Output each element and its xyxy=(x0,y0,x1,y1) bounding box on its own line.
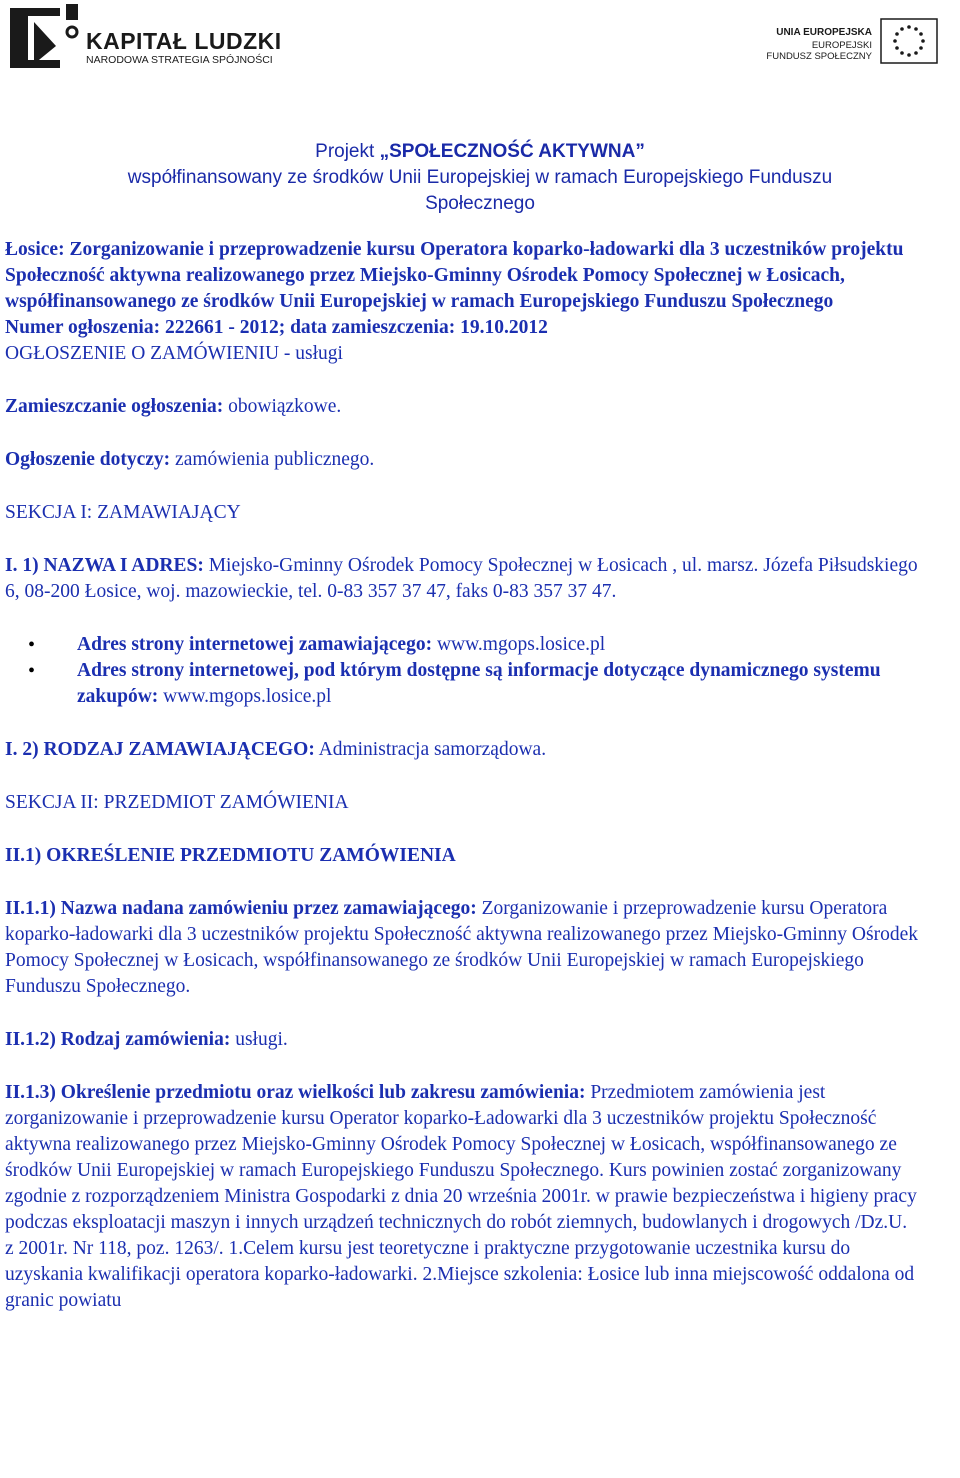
item3-row xyxy=(5,1080,920,1314)
section1-type-row xyxy=(5,737,920,763)
section1-name-label: I. 1) NAZWA I ADRES: xyxy=(5,555,204,576)
section1-type-value: Administracja samorządowa. xyxy=(314,739,547,760)
item1-value: Zorganizowanie i przeprowadzenie kursu Operatora koparko-ładowarki dla 3 uczestników projektu Społeczność aktywna realizowanego przez Miejsko-Gminny Ośrodek Pomocy Społecznej w Łosicach, współfinansowanego ze środków Unii Europejskiej w ramach Europejskiego Funduszu Społecznego. xyxy=(5,898,918,997)
project-name: „SPOŁECZNOŚĆ AKTYWNA” xyxy=(379,141,645,162)
list-item xyxy=(77,658,920,710)
section2-subheading: II.1) OKREŚLENIE PRZEDMIOTU ZAMÓWIENIA xyxy=(5,845,456,866)
ue-logo-line3: FUNDUSZ SPOŁECZNY xyxy=(766,51,872,62)
eu-flag-icon xyxy=(880,18,938,64)
concerns-label: Ogłoszenie dotyczy: xyxy=(5,449,171,470)
ue-logo-line1: UNIA EUROPEJSKA xyxy=(776,27,872,38)
concerns-value: zamówienia publicznego. xyxy=(170,449,375,470)
announcement-body xyxy=(5,237,920,1314)
dps-website-link[interactable]: www.mgops.losice.pl xyxy=(158,686,332,707)
project-prefix: Projekt xyxy=(315,141,380,162)
ue-logo-line2: EUROPEJSKI xyxy=(811,40,872,51)
item2-row xyxy=(5,1027,920,1053)
posting-value: obowiązkowe. xyxy=(223,396,342,417)
website-label: Adres strony internetowej zamawiającego: xyxy=(77,634,433,655)
concerns-row xyxy=(5,447,920,473)
project-header xyxy=(0,139,960,217)
page-header xyxy=(0,0,960,90)
posting-row xyxy=(5,394,920,420)
item3-value: Przedmiotem zamówienia jest zorganizowanie i przeprowadzenie kursu Operator koparko-Ładowarki dla 3 uczestników projektu Społeczność aktywna realizowanego przez Miejsko-Gminny Ośrodek Pomocy Społecznej w Łosicach, współfinansowanego ze środków Unii Europejskiej w ramach Europejskiego Funduszu Społecznego. Kurs powinien zostać zorganizowany zgodnie z rozporządzeniem Ministra Gospodarki z dnia 20 września 2001r. w prawie bezpieczeństwa i higieny pracy podczas eksploatacji maszyn i innych urządzeń technicznych do robót ziemnych, budowlanych i drogowych /Dz.U. z 2001r. Nr 118, poz. 1263/. 1.Celem kursu jest teoretyczne i praktyczne przygotowanie uczestnika kursu do uzyskania kwalifikacji operatora koparko-ładowarki. 2.Miejsce szkolenia: Łosice lub inna miejscowość oddalona od granic powiatu xyxy=(5,1082,917,1311)
announcement-number: Numer ogłoszenia: 222661 - 2012; data zamieszczenia: 19.10.2012 xyxy=(5,317,548,338)
section2-heading: SEKCJA II: PRZEDMIOT ZAMÓWIENIA xyxy=(5,792,349,813)
item1-label: II.1.1) Nazwa nadana zamówieniu przez zamawiającego: xyxy=(5,898,477,919)
dps-website-label: Adres strony internetowej, pod którym dostępne są informacje dotyczące dynamicznego systemu zakupów: xyxy=(77,660,881,707)
kapital-ludzki-title: KAPITAŁ LUDZKI xyxy=(86,28,282,54)
section1-name-row xyxy=(5,553,920,605)
item3-label: II.1.3) Określenie przedmiotu oraz wielkości lub zakresu zamówienia: xyxy=(5,1082,586,1103)
kapital-ludzki-subtitle: NARODOWA STRATEGIA SPÓJNOŚCI xyxy=(86,54,273,66)
item2-label: II.1.2) Rodzaj zamówienia: xyxy=(5,1029,231,1050)
announcement-type: OGŁOSZENIE O ZAMÓWIENIU - usługi xyxy=(5,343,343,364)
announcement-title: Łosice: Zorganizowanie i przeprowadzenie kursu Operatora koparko-ładowarki dla 3 uczestników projektu Społeczność aktywna realizowanego przez Miejsko-Gminny Ośrodek Pomocy Społecznej w Łosicach, współfinansowanego ze środków Unii Europejskiej w ramach Europejskiego Funduszu Społecznego xyxy=(5,239,904,312)
item2-value: usługi. xyxy=(230,1029,288,1050)
item1-row xyxy=(5,896,920,1000)
section1-name-value: Miejsko-Gminny Ośrodek Pomocy Społecznej w Łosicach , ul. marsz. Józefa Piłsudskiego 6, 08-200 Łosice, woj. mazowieckie, tel. 0-83 357 37 47, faks 0-83 357 37 47. xyxy=(5,555,918,602)
project-title-line xyxy=(0,139,960,165)
website-link[interactable]: www.mgops.losice.pl xyxy=(432,634,606,655)
project-cofinancing-line-2: Społecznego xyxy=(425,193,535,214)
section1-heading: SEKCJA I: ZAMAWIAJĄCY xyxy=(5,502,241,523)
posting-label: Zamieszczanie ogłoszenia: xyxy=(5,396,224,417)
section1-type-label: I. 2) RODZAJ ZAMAWIAJĄCEGO: xyxy=(5,739,315,760)
section1-address-list xyxy=(5,632,920,710)
project-cofinancing-line: współfinansowany ze środków Unii Europejskiej w ramach Europejskiego Funduszu xyxy=(127,167,833,188)
list-item xyxy=(77,632,920,658)
